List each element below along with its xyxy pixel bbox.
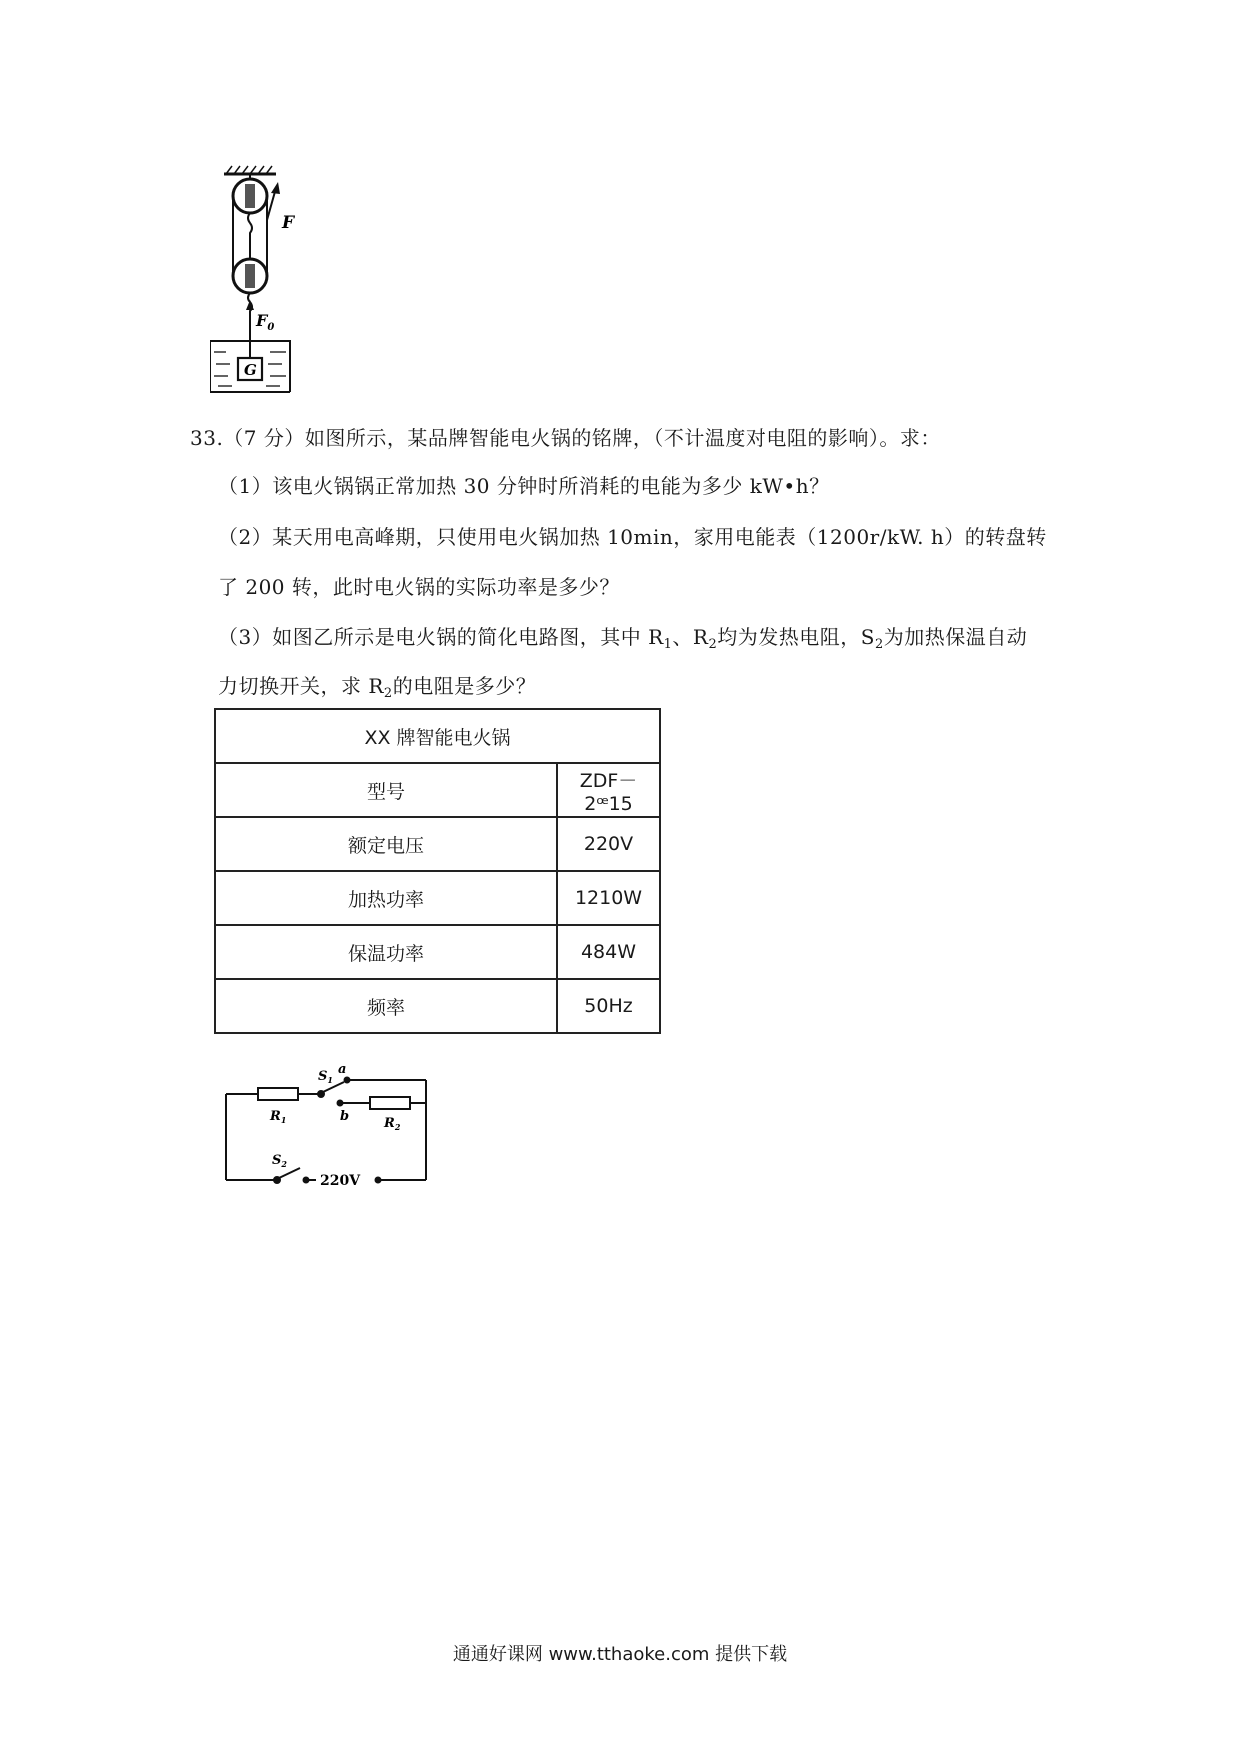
table-row — [215, 763, 660, 817]
nameplate-table — [214, 708, 661, 1034]
circuit-label-voltage: 220V — [320, 1173, 361, 1189]
circuit-label-s2: $S_2$ — [272, 1153, 287, 1169]
pulley-label-weight: G — [244, 361, 257, 379]
nameplate-title-row — [215, 709, 660, 763]
question-number: 33.（7 分） — [190, 426, 305, 450]
nameplate-label: 频率 — [215, 979, 557, 1033]
question-part-1: （1）该电火锅锅正常加热 30 分钟时所消耗的电能为多少 kW•h？ — [218, 474, 830, 498]
circuit-label-r1: $R_1$ — [270, 1109, 287, 1125]
table-row — [215, 817, 660, 871]
nameplate-label: 额定电压 — [215, 817, 557, 871]
pulley-figure — [210, 160, 330, 400]
circuit-label-s1: $S_1$ — [318, 1069, 333, 1085]
nameplate-label: 加热功率 — [215, 871, 557, 925]
circuit-diagram — [220, 1060, 435, 1190]
nameplate-value: 1210W — [557, 871, 660, 925]
nameplate-value: 50Hz — [557, 979, 660, 1033]
circuit-label-a: a — [338, 1062, 347, 1077]
nameplate-label: 型号 — [215, 763, 557, 817]
table-row — [215, 871, 660, 925]
question-stem: 如图所示，某品牌智能电火锅的铭牌，（不计温度对电阻的影响）。求： — [304, 426, 941, 450]
nameplate-value: 484W — [557, 925, 660, 979]
circuit-label-b: b — [340, 1109, 350, 1124]
question-part-2-cont: 了 200 转，此时电火锅的实际功率是多少？ — [218, 575, 620, 599]
nameplate-label: 保温功率 — [215, 925, 557, 979]
question-header — [190, 428, 941, 448]
nameplate-value: 220V — [557, 817, 660, 871]
table-row — [215, 979, 660, 1033]
table-row — [215, 925, 660, 979]
nameplate-title: XX 牌智能电火锅 — [215, 709, 660, 763]
circuit-label-r2: $R_2$ — [384, 1116, 401, 1132]
question-part-3: （3）如图乙所示是电火锅的简化电路图，其中 $R_1$、$R_2$均为发热电阻，$S_2$为加热保温自动 — [218, 625, 1028, 652]
pulley-label-force0: $F_0$ — [256, 311, 275, 333]
question-part-2: （2）某天用电高峰期，只使用电火锅加热 10min，家用电能表（1200r/kW. h）的转盘转 — [218, 525, 1047, 549]
page-footer: 通通好课网 www.tthaoke.com 提供下载 — [452, 1644, 788, 1665]
question-part-3-cont: 力切换开关，求 $R_2$的电阻是多少？ — [218, 674, 537, 701]
nameplate-value: ZDF－2ꟹ15 — [557, 763, 660, 817]
pulley-label-force: F — [282, 213, 295, 233]
